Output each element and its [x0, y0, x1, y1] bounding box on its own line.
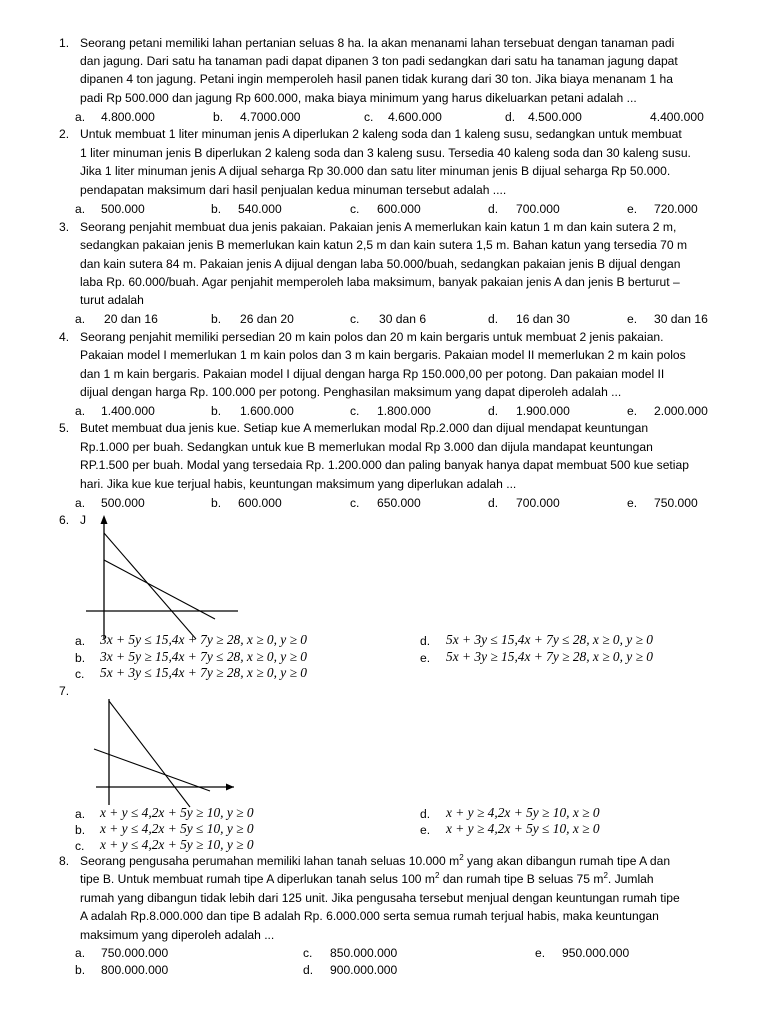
option-letter: c. [350, 404, 360, 418]
option-a[interactable]: 3x + 5y ≤ 15,4x + 7y ≥ 28, x ≥ 0, y ≥ 0 [100, 632, 307, 647]
question-text-line: J [80, 513, 87, 527]
option-c[interactable]: x + y ≤ 4,2x + 5y ≥ 10, y ≥ 0 [100, 837, 254, 852]
superscript: 2 [434, 870, 440, 880]
option-e[interactable]: x + y ≥ 4,2x + 5y ≤ 10, x ≥ 0 [446, 821, 600, 836]
question-text-line: Seorang penjahit membuat dua jenis pakaian. Pakaian jenis A memerlukan kain katun 1 m dan kain sutera 2 m, [80, 220, 677, 234]
option-a[interactable]: 4.800.000 [101, 110, 155, 124]
question-text-line: dipanen 4 ton jagung. Petani ingin memperoleh hasil panen tidak kurang dari 30 ton. Jika biaya menanam 1 ha [80, 72, 673, 86]
option-d[interactable]: x + y ≥ 4,2x + 5y ≥ 10, x ≥ 0 [446, 805, 600, 820]
constraint-line-1 [109, 701, 190, 807]
option-e[interactable]: 30 dan 16 [654, 312, 708, 326]
question-number: 7. [59, 684, 70, 698]
option-letter: c. [350, 202, 360, 216]
text-run: yang akan dibangun rumah tipe A dan [463, 854, 671, 868]
option-b[interactable]: 800.000.000 [101, 963, 169, 977]
option-c[interactable]: 850.000.000 [330, 946, 398, 960]
option-e[interactable]: 4.400.000 [650, 110, 704, 124]
option-letter: b. [75, 963, 86, 977]
option-letter: e. [627, 404, 638, 418]
question-7-graph [90, 697, 240, 807]
question-text-line: maksimum yang diperoleh adalah ... [80, 928, 275, 942]
question-text-line: turut adalah [80, 293, 144, 307]
option-b[interactable]: 4.7000.000 [240, 110, 301, 124]
option-letter: b. [211, 496, 222, 510]
question-text-line: Untuk membuat 1 liter minuman jenis A diperlukan 2 kaleng soda dan 1 kaleng susu, sedangkan untuk membuat [80, 127, 682, 141]
question-number: 8. [59, 854, 70, 868]
question-text-line: Pakaian model I memerlukan 1 m kain polos dan 3 m kain bergaris. Pakaian model II memerlukan 2 m kain polos [80, 348, 686, 362]
option-letter: c. [75, 839, 85, 853]
option-letter: c. [303, 946, 313, 960]
option-letter: b. [213, 110, 224, 124]
question-text-line: hari. Jika kue kue terjual habis, keuntungan maksimum yang diperlukan adalah ... [80, 477, 517, 491]
option-d[interactable]: 5x + 3y ≤ 15,4x + 7y ≤ 28, x ≥ 0, y ≥ 0 [446, 632, 653, 647]
option-letter: d. [420, 634, 431, 648]
question-text-line: Seorang penjahit memiliki persedian 20 m kain polos dan 20 m kain bergaris untuk membuat 2 jenis pakaian. [80, 330, 664, 344]
option-letter: d. [488, 312, 499, 326]
option-letter: e. [535, 946, 546, 960]
option-b[interactable]: 3x + 5y ≥ 15,4x + 7y ≤ 28, x ≥ 0, y ≥ 0 [100, 649, 307, 664]
constraint-line-2 [94, 749, 210, 791]
option-b[interactable]: x + y ≤ 4,2x + 5y ≤ 10, y ≥ 0 [100, 821, 254, 836]
option-letter: e. [627, 202, 638, 216]
option-letter: e. [627, 496, 638, 510]
option-a[interactable]: x + y ≤ 4,2x + 5y ≥ 10, y ≥ 0 [100, 805, 254, 820]
constraint-line-2 [104, 560, 215, 619]
option-letter: a. [75, 110, 86, 124]
option-c[interactable]: 4.600.000 [388, 110, 442, 124]
question-number: 5. [59, 421, 70, 435]
option-b[interactable]: 26 dan 20 [240, 312, 294, 326]
option-letter: e. [420, 651, 431, 665]
question-text-line: Rp.1.000 per buah. Sedangkan untuk kue B memerlukan modal Rp 3.000 dan dijula mandapat keuntungan [80, 440, 653, 454]
option-letter: e. [627, 312, 638, 326]
option-letter: b. [75, 651, 86, 665]
question-text-line: Seorang petani memiliki lahan pertanian seluas 8 ha. Ia akan menanami lahan tersebuat dengan tanaman padi [80, 36, 675, 50]
question-6-graph [82, 515, 242, 640]
option-d[interactable]: 700.000 [516, 202, 560, 216]
option-c[interactable]: 600.000 [377, 202, 421, 216]
question-text-line: sedangkan pakaian jenis B memerlukan kain katun 2,5 m dan kain sutera 1,5 m. Bahan katun yang tersedia 70 m [80, 238, 688, 252]
option-letter: b. [211, 312, 222, 326]
option-e[interactable]: 950.000.000 [562, 946, 630, 960]
question-text-line: laba Rp. 60.000/buah. Agar penjahit memperoleh laba maksimum, banyak pakaian jenis A dan jenis B berturut – [80, 275, 680, 289]
option-letter: a. [75, 807, 86, 821]
option-letter: a. [75, 202, 86, 216]
question-text-line: dan jagung. Dari satu ha tanaman padi dapat dipanen 3 ton padi sedangkan dari satu ha tanaman jagung dapat [80, 54, 678, 68]
option-d[interactable]: 700.000 [516, 496, 560, 510]
option-e[interactable]: 5x + 3y ≥ 15,4x + 7y ≥ 28, x ≥ 0, y ≥ 0 [446, 649, 653, 664]
option-a[interactable]: 500.000 [101, 496, 145, 510]
question-text-line: rumah yang dibangun tidak lebih dari 125 unit. Jika pengusaha tersebut menjual dengan keuntungan rumah tipe [80, 891, 680, 905]
option-letter: a. [75, 312, 86, 326]
option-d[interactable]: 900.000.000 [330, 963, 398, 977]
option-letter: c. [364, 110, 374, 124]
option-e[interactable]: 750.000 [654, 496, 698, 510]
option-e[interactable]: 2.000.000 [654, 404, 708, 418]
question-number: 3. [59, 220, 70, 234]
option-letter: d. [488, 404, 499, 418]
option-c[interactable]: 1.800.000 [377, 404, 431, 418]
text-run: . Jumlah [607, 872, 654, 886]
option-letter: d. [505, 110, 516, 124]
option-letter: a. [75, 496, 86, 510]
superscript: 2 [603, 870, 608, 880]
option-letter: d. [488, 496, 499, 510]
option-b[interactable]: 540.000 [238, 202, 282, 216]
option-d[interactable]: 4.500.000 [528, 110, 582, 124]
option-letter: c. [350, 496, 360, 510]
question-text-line: padi Rp 500.000 dan jagung Rp 600.000, maka biaya minimum yang harus dikeluarkan petani adalah ... [80, 91, 637, 105]
question-text-line: dijual dengan harga Rp. 100.000 per potong. Penghasilan maksimum yang dapat diperoleh adalah ... [80, 385, 622, 399]
question-text-line: A adalah Rp.8.000.000 dan tipe B adalah Rp. 6.000.000 serta semua rumah terjual habis, maka keuntungan [80, 909, 659, 923]
option-letter: c. [75, 667, 85, 681]
question-text-line: pendapatan maksimum dari hasil penjualan kedua minuman tersebut adalah .... [80, 183, 507, 197]
question-number: 1. [59, 36, 70, 50]
option-letter: b. [211, 404, 222, 418]
option-letter: e. [420, 823, 431, 837]
option-d[interactable]: 16 dan 30 [516, 312, 570, 326]
constraint-line-1 [104, 533, 196, 639]
option-b[interactable]: 1.600.000 [240, 404, 294, 418]
option-a[interactable]: 500.000 [101, 202, 145, 216]
option-letter: c. [350, 312, 360, 326]
option-a[interactable]: 1.400.000 [101, 404, 155, 418]
question-text-line: dan kain sutera 84 m. Pakaian jenis A dijual dengan laba 50.000/buah, sedangkan pakaian jenis B dijual dengan [80, 257, 681, 271]
question-text-line: Butet membuat dua jenis kue. Setiap kue A memerlukan modal Rp.2.000 dan dijual mendapat keuntungan [80, 421, 649, 435]
y-axis-arrow-icon [101, 515, 108, 524]
option-e[interactable]: 720.000 [654, 202, 698, 216]
option-letter: a. [75, 946, 86, 960]
question-text-line: dan 1 m kain bergaris. Pakaian model I dijual dengan harga Rp 150.000,00 per potong. Dan pakaian model II [80, 367, 665, 381]
question-text-line [80, 853, 670, 869]
option-letter: b. [75, 823, 86, 837]
option-d[interactable]: 1.900.000 [516, 404, 570, 418]
option-letter: a. [75, 634, 86, 648]
option-b[interactable]: 600.000 [238, 496, 282, 510]
text-run: Seorang pengusaha perumahan memiliki lahan tanah seluas 10.000 m [80, 854, 460, 868]
question-text-line: Jika 1 liter minuman jenis A dijual seharga Rp 30.000 dan satu liter minuman jenis B dijual seharga Rp 50.000. [80, 164, 671, 178]
x-axis-arrow-icon [226, 784, 234, 791]
question-number: 6. [59, 513, 70, 527]
question-number: 4. [59, 330, 70, 344]
text-run: tipe B. Untuk membuat rumah tipe A diperlukan tanah selus 100 m [80, 872, 435, 886]
option-letter: d. [488, 202, 499, 216]
question-text-line: 1 liter minuman jenis B diperlukan 2 kaleng soda dan 3 kaleng susu. Tersedia 40 kaleng soda dan 30 kaleng susu. [80, 146, 691, 160]
option-a[interactable]: 750.000.000 [101, 946, 169, 960]
question-text-line [80, 871, 654, 887]
option-c[interactable]: 5x + 3y ≤ 15,4x + 7y ≥ 28, x ≥ 0, y ≥ 0 [100, 665, 307, 680]
option-c[interactable]: 30 dan 6 [379, 312, 427, 326]
option-letter: a. [75, 404, 86, 418]
option-a[interactable]: 20 dan 16 [104, 312, 158, 326]
option-letter: d. [303, 963, 314, 977]
question-number: 2. [59, 127, 70, 141]
option-letter: b. [211, 202, 222, 216]
question-text-line: RP.1.500 per buah. Modal yang tersedaia Rp. 1.200.000 dan paling banyak hanya dapat membuat 500 kue setiap [80, 458, 689, 472]
option-c[interactable]: 650.000 [377, 496, 421, 510]
option-letter: d. [420, 807, 431, 821]
superscript: 2 [459, 852, 464, 862]
text-run: dan rumah tipe B seluas 75 m [439, 872, 604, 886]
